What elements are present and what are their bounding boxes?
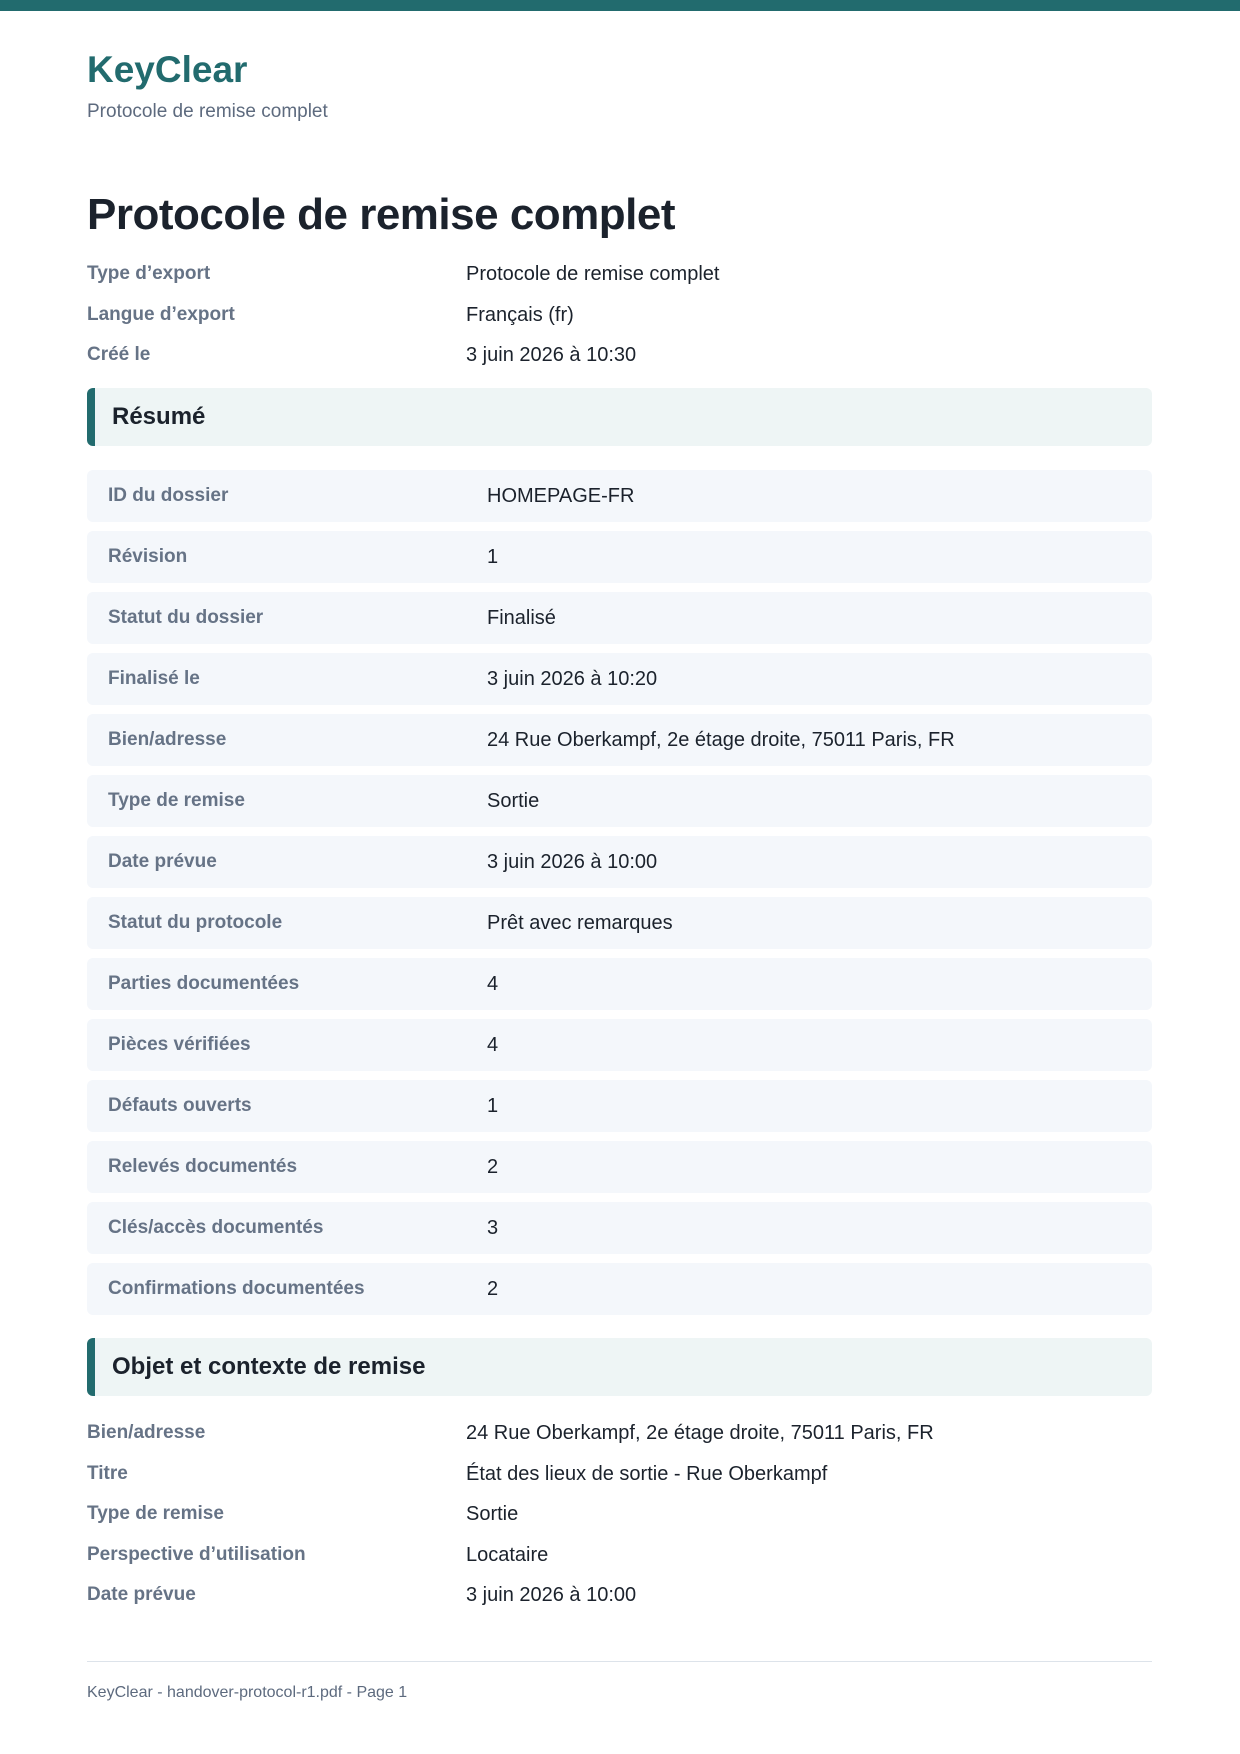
row-value: 2	[487, 1155, 499, 1178]
meta-value: Français (fr)	[466, 303, 574, 326]
row-value: 1	[487, 545, 499, 568]
row-value: 3	[487, 1216, 499, 1239]
table-row	[87, 592, 1152, 644]
row-label: Pièces vérifiées	[108, 1034, 251, 1055]
section-title: Résumé	[112, 403, 206, 430]
row-value: 3 juin 2026 à 10:00	[487, 850, 658, 873]
brand-name: KeyClear	[87, 49, 248, 90]
table-row	[87, 775, 1152, 827]
meta-row	[87, 302, 1152, 343]
meta-label: Perspective d’utilisation	[87, 1543, 306, 1565]
table-row	[87, 531, 1152, 583]
row-value: 24 Rue Oberkampf, 2e étage droite, 75011 Paris, FR	[487, 728, 955, 751]
row-label: Date prévue	[108, 851, 217, 872]
meta-label: Type de remise	[87, 1503, 224, 1524]
row-label: ID du dossier	[108, 485, 229, 506]
meta-label: Type d’export	[87, 263, 211, 284]
meta-value: 3 juin 2026 à 10:00	[466, 1584, 637, 1606]
page-footer: KeyClear - handover-protocol-r1.pdf - Page 1	[87, 1684, 408, 1701]
meta-row	[87, 261, 1152, 302]
table-row	[87, 1080, 1152, 1132]
meta-value: Locataire	[466, 1543, 549, 1566]
table-row	[87, 714, 1152, 766]
row-value: 3 juin 2026 à 10:20	[487, 667, 658, 690]
table-row	[87, 1141, 1152, 1193]
context-details	[87, 1420, 1152, 1623]
top-accent-bar	[0, 0, 1240, 11]
meta-label: Titre	[87, 1462, 128, 1484]
row-label: Bien/adresse	[108, 729, 227, 750]
row-value: Finalisé	[487, 606, 556, 629]
meta-label: Date prévue	[87, 1584, 196, 1605]
row-label: Relevés documentés	[108, 1156, 298, 1177]
meta-value: Protocole de remise complet	[466, 263, 720, 285]
row-label: Confirmations documentées	[108, 1278, 365, 1299]
row-value: 4	[487, 1033, 499, 1056]
section-title: Objet et contexte de remise	[112, 1353, 426, 1380]
meta-row	[87, 342, 1152, 383]
table-row	[87, 1019, 1152, 1071]
row-label: Parties documentées	[108, 973, 300, 994]
meta-row	[87, 1582, 1152, 1623]
row-label: Révision	[108, 546, 188, 567]
row-value: Sortie	[487, 789, 540, 812]
row-label: Statut du dossier	[108, 607, 264, 628]
meta-label: Langue d’export	[87, 303, 235, 325]
table-row	[87, 1263, 1152, 1315]
table-row	[87, 653, 1152, 705]
section-heading-context	[87, 1338, 1152, 1396]
meta-value: État des lieux de sortie - Rue Oberkampf	[466, 1462, 828, 1485]
summary-table	[87, 470, 1152, 1324]
row-value: 1	[487, 1094, 499, 1117]
table-row	[87, 470, 1152, 522]
meta-value: Sortie	[466, 1503, 519, 1525]
table-row	[87, 836, 1152, 888]
row-value: HOMEPAGE-FR	[487, 484, 635, 507]
meta-value: 3 juin 2026 à 10:30	[466, 344, 637, 366]
meta-row	[87, 1420, 1152, 1461]
meta-row	[87, 1542, 1152, 1583]
footer-divider	[87, 1661, 1152, 1662]
table-row	[87, 897, 1152, 949]
meta-row	[87, 1461, 1152, 1502]
brand-subtitle: Protocole de remise complet	[87, 101, 328, 122]
row-value: 4	[487, 972, 499, 995]
row-label: Clés/accès documentés	[108, 1217, 324, 1238]
export-meta	[87, 261, 1152, 383]
section-heading-summary	[87, 388, 1152, 446]
table-row	[87, 1202, 1152, 1254]
meta-row	[87, 1501, 1152, 1542]
meta-value: 24 Rue Oberkampf, 2e étage droite, 75011 Paris, FR	[466, 1422, 934, 1444]
row-value: 2	[487, 1277, 499, 1300]
table-row	[87, 958, 1152, 1010]
row-label: Défauts ouverts	[108, 1095, 252, 1116]
meta-label: Bien/adresse	[87, 1422, 206, 1443]
row-label: Statut du protocole	[108, 912, 283, 933]
row-value: Prêt avec remarques	[487, 911, 673, 934]
row-label: Type de remise	[108, 790, 245, 811]
document-title: Protocole de remise complet	[87, 190, 676, 239]
row-label: Finalisé le	[108, 668, 200, 689]
meta-label: Créé le	[87, 344, 151, 365]
